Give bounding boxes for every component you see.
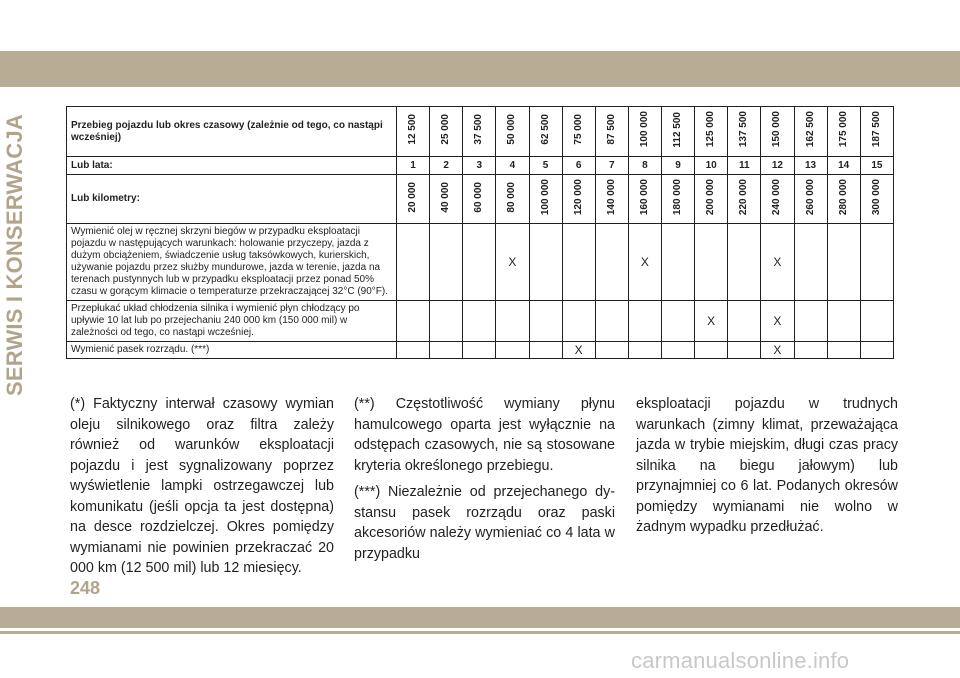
footnote-engine-oil: (*) Faktyczny interwał czasowy wymian oleju silnikowego oraz filtra zależy również od warunków eksploatacji pojazdu i jest sygnalizowany poprzez wyświetlenie lampki ostrzegawczej lub komunikatu (jeśli opcja ta jest dostępna) na desce rozdzielczej. Okres pomiędzy wymianami nie powinien przekraczać 20 000 km (12 500 mil) lub 12 miesięcy. <box>70 396 334 576</box>
years-label: Lub lata: <box>67 157 397 175</box>
km-cell: 40 000 <box>440 181 452 213</box>
mark-cell <box>397 224 430 301</box>
km-cell: 80 000 <box>506 181 518 213</box>
mark-cell <box>463 301 496 342</box>
mark-cell <box>728 224 761 301</box>
mark-cell <box>794 224 827 301</box>
year-cell: 6 <box>562 157 595 175</box>
mark-cell: X <box>562 342 595 359</box>
table-row <box>67 301 894 342</box>
footnote-timing-belt-continued: eksploatacji pojazdu w trudnych warunkach (zimny klimat, przeważająca jazda w trybie miejskim, długi czas pracy silnika na biegu jałowym) lub przynajmniej co 6 lat. Podanych okresów pomiędzy wymianami nie wolno w żadnym wypadku przedłużać. <box>636 396 898 535</box>
mark-cell <box>860 301 893 342</box>
km-cell: 100 000 <box>539 178 551 216</box>
mark-cell <box>430 301 463 342</box>
year-cell: 8 <box>628 157 661 175</box>
year-cell: 12 <box>761 157 794 175</box>
mileage-cell: 37 500 <box>473 114 485 145</box>
mark-cell <box>463 224 496 301</box>
mileage-cell: 12 500 <box>407 114 419 145</box>
table-row <box>67 224 894 301</box>
mileage-cell: 87 500 <box>605 114 617 145</box>
mark-cell <box>595 301 628 342</box>
mark-cell: X <box>761 342 794 359</box>
mark-cell <box>662 224 695 301</box>
mileage-cell: 175 000 <box>837 111 849 148</box>
section-side-title: SERWIS I KONSERWACJA <box>2 114 27 396</box>
mileage-cell: 150 000 <box>771 111 783 148</box>
footnote-timing-belt: (***) Niezależnie od przejechanego dystansu pasek rozrządu oraz paski akcesoriów należy wymieniać co 4 lata w przypadku <box>354 484 615 562</box>
mark-cell <box>662 301 695 342</box>
mark-cell <box>695 342 728 359</box>
row-task-label: Wymienić olej w ręcznej skrzyni biegów w przypadku eksploatacji pojazdu w następujących warunkach: holowanie przyczepy, jazda z dużym obciążeniem, świadczenie usług taksówkowych, kurierskich, używanie pojazdu przez służby mundurowe, jazda w terenie, jazda na terenach pustynnych lub w przypadku eksploatacji przez ponad 50% czasu w gorącym klimacie o temperaturze przekraczającej 32°C (90°F). <box>67 224 397 301</box>
mileage-cell: 50 000 <box>506 114 518 145</box>
year-cell: 2 <box>430 157 463 175</box>
km-cell: 180 000 <box>672 178 684 216</box>
bottom-band <box>0 607 960 628</box>
mark-cell <box>628 342 661 359</box>
year-cell: 5 <box>529 157 562 175</box>
year-cell: 1 <box>397 157 430 175</box>
km-cell: 20 000 <box>407 181 419 213</box>
year-cell: 7 <box>595 157 628 175</box>
year-cell: 4 <box>496 157 529 175</box>
mark-cell <box>430 342 463 359</box>
mark-cell: X <box>628 224 661 301</box>
year-cell: 14 <box>827 157 860 175</box>
mileage-cell: 137 500 <box>738 111 750 148</box>
mileage-header-label: Przebieg pojazdu lub okres czasowy (zależnie od tego, co nastąpi wcześniej) <box>67 107 397 157</box>
km-cell: 60 000 <box>473 181 485 213</box>
mileage-cell: 162 500 <box>804 111 816 148</box>
mark-cell <box>496 301 529 342</box>
mark-cell <box>595 342 628 359</box>
year-cell: 10 <box>695 157 728 175</box>
km-row <box>67 175 894 224</box>
mileage-cell: 125 000 <box>705 111 717 148</box>
mark-cell <box>562 301 595 342</box>
year-cell: 11 <box>728 157 761 175</box>
mark-cell <box>662 342 695 359</box>
km-cell: 280 000 <box>837 178 849 216</box>
mark-cell <box>695 224 728 301</box>
mileage-header-row <box>67 107 894 157</box>
table-row <box>67 342 894 359</box>
year-cell: 15 <box>860 157 893 175</box>
mark-cell <box>595 224 628 301</box>
mark-cell <box>827 342 860 359</box>
km-cell: 260 000 <box>804 178 816 216</box>
mileage-cell: 100 000 <box>638 111 650 148</box>
mark-cell <box>529 342 562 359</box>
mark-cell <box>860 224 893 301</box>
mark-cell <box>397 342 430 359</box>
footnote-column-1 <box>70 394 334 579</box>
mark-cell: X <box>695 301 728 342</box>
mileage-cell: 112 500 <box>672 111 684 148</box>
mark-cell <box>628 301 661 342</box>
mark-cell <box>529 301 562 342</box>
km-cell: 220 000 <box>738 178 750 216</box>
mileage-cell: 62 500 <box>539 114 551 145</box>
km-cell: 120 000 <box>572 178 584 216</box>
mark-cell <box>397 301 430 342</box>
mark-cell <box>463 342 496 359</box>
mark-cell <box>496 342 529 359</box>
km-cell: 160 000 <box>638 178 650 216</box>
mark-cell <box>430 224 463 301</box>
mark-cell <box>794 301 827 342</box>
mark-cell <box>562 224 595 301</box>
km-cell: 140 000 <box>605 178 617 216</box>
bottom-band-line <box>0 631 960 634</box>
km-cell: 300 000 <box>870 178 882 216</box>
mark-cell <box>794 342 827 359</box>
year-cell: 13 <box>794 157 827 175</box>
row-task-label: Wymienić pasek rozrządu. (***) <box>67 342 397 359</box>
mark-cell <box>529 224 562 301</box>
year-cell: 9 <box>662 157 695 175</box>
year-cell: 3 <box>463 157 496 175</box>
years-row <box>67 157 894 175</box>
watermark: carmanualsonline.info <box>631 648 850 673</box>
mark-cell <box>827 224 860 301</box>
footnote-brake-fluid: (**) Częstotliwość wymiany płynu hamulcowego oparta jest wyłącznie na odstępach czasowych, nie są stosowane kryteria określonego przebiegu. <box>354 396 615 474</box>
maintenance-table <box>66 106 894 359</box>
mileage-cell: 25 000 <box>440 114 452 145</box>
footnote-column-2 <box>354 394 615 564</box>
mark-cell <box>728 342 761 359</box>
footnote-column-3 <box>636 394 898 538</box>
km-cell: 240 000 <box>771 178 783 216</box>
km-label: Lub kilometry: <box>67 175 397 224</box>
mark-cell <box>728 301 761 342</box>
mark-cell: X <box>761 301 794 342</box>
top-band <box>0 51 960 87</box>
km-cell: 200 000 <box>705 178 717 216</box>
mark-cell: X <box>496 224 529 301</box>
mark-cell <box>827 301 860 342</box>
mileage-cell: 187 500 <box>870 111 882 148</box>
row-task-label: Przepłukać układ chłodzenia silnika i wymienić płyn chłodzący po upływie 10 lat lub po przejechaniu 240 000 km (150 000 mil) w zależności od tego, co nastąpi wcześniej. <box>67 301 397 342</box>
mileage-cell: 75 000 <box>572 114 584 145</box>
page-number: 248 <box>70 578 101 598</box>
mark-cell: X <box>761 224 794 301</box>
mark-cell <box>860 342 893 359</box>
